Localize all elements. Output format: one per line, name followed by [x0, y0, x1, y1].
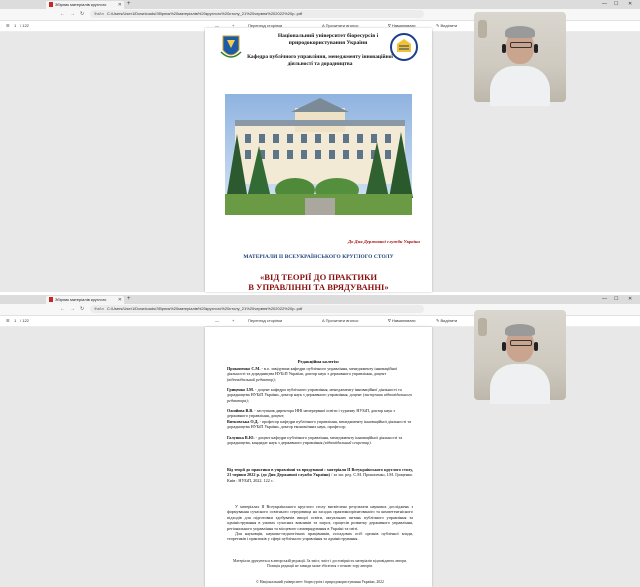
board-member-text: - в.о. завідувача кафедри публічного управління, менеджменту інноваційної діяльності та дорадництва НУБіП України, доктор наук з державного управління, доцент	[227, 366, 398, 377]
forward-icon[interactable]: →	[70, 11, 75, 17]
tab-title: Збірник матеріалів круглого	[55, 2, 107, 7]
highlight-icon: ✎	[436, 318, 440, 323]
person-hair	[505, 324, 535, 336]
board-member-role: (відповідальний редактор);	[227, 376, 276, 382]
board-member	[227, 366, 413, 382]
browser-tab[interactable]	[46, 296, 124, 304]
department-name: Кафедра публічного управління, менеджменту інноваційної діяльності та дорадництва	[247, 54, 393, 67]
url-field[interactable]	[90, 305, 424, 313]
page-view-label: Перегляд сторінки	[248, 318, 283, 323]
refresh-icon[interactable]: ↻	[80, 306, 85, 312]
page-total: / 122	[20, 318, 29, 323]
board-member	[227, 419, 413, 430]
board-title: Редакційна колегія:	[297, 359, 340, 364]
theme-title	[211, 272, 426, 292]
draw-label: Намалювати	[391, 318, 416, 323]
draw-icon: ∇	[388, 23, 391, 28]
person-body	[490, 66, 550, 106]
back-icon[interactable]: ←	[60, 11, 65, 17]
url-field[interactable]	[90, 10, 424, 18]
university-name: Національний університет біоресурсів і природокористування України	[277, 33, 379, 46]
pdf-icon	[49, 2, 53, 7]
read-aloud-icon: A	[322, 23, 325, 28]
list-icon[interactable]: ☰	[6, 318, 10, 323]
page-total: / 122	[20, 23, 29, 28]
draw-icon: ∇	[388, 318, 391, 323]
headset-left	[502, 342, 506, 351]
headset-right	[534, 342, 538, 351]
theme-line-2: В УПРАВЛІННІ ТА ВРЯДУВАННІ»	[248, 282, 389, 292]
annotation	[227, 504, 413, 542]
close-tab-icon[interactable]: ✕	[117, 297, 122, 303]
board-member-name: Гриценко І.М.	[227, 387, 254, 392]
headset-right	[534, 44, 538, 53]
board-member-text: - доцент кафедри публічного управління, менеджменту інноваційної діяльності та дорадництва НУБіП України, доктор наук з державного управління, доцент	[227, 387, 402, 398]
read-aloud-button[interactable]	[322, 316, 358, 326]
refresh-icon[interactable]: ↻	[80, 11, 85, 17]
glasses	[510, 42, 532, 48]
back-icon[interactable]: ←	[60, 306, 65, 312]
board-member	[227, 408, 413, 419]
close-tab-icon[interactable]: ✕	[117, 2, 122, 8]
copyright: © Національний університет біоресурсів і природокористування України, 2022	[256, 580, 384, 584]
pdf-page-imprint	[205, 327, 432, 587]
tab-title: Збірник матеріалів круглого	[55, 297, 107, 302]
pdf-page-cover	[205, 28, 432, 292]
dedication: До Дня Державної служби України	[347, 239, 420, 244]
zoom-in-button[interactable]: +	[232, 23, 235, 28]
forward-icon[interactable]: →	[70, 306, 75, 312]
person-hair	[505, 26, 535, 38]
board-member-name: Галушка В.Ю.	[227, 435, 255, 440]
board-member-text: - заступник директора ННІ неперервної освіти і туризму НУБіП, доктор наук з державного управління, доцент;	[227, 408, 395, 419]
new-tab-button[interactable]: +	[127, 1, 131, 7]
close-window-button[interactable]: ✕	[628, 296, 633, 302]
list-icon[interactable]: ☰	[6, 23, 10, 28]
page-number-input[interactable]: 1	[14, 23, 17, 28]
pdf-icon	[49, 297, 53, 302]
board-member-name: Ожийова В.В.	[227, 408, 254, 413]
read-aloud-icon: A	[322, 318, 325, 323]
url-text: C:/Users/User1/Downloads/Збірник%20матеріалів%20круглого%20столу_21%20червня%202022%20р..pdf	[106, 306, 303, 311]
highlight-icon: ✎	[436, 23, 440, 28]
campus-photo	[225, 94, 412, 215]
page-view-label: Перегляд сторінки	[248, 23, 283, 28]
webcam-video-top	[474, 12, 566, 102]
new-tab-button[interactable]: +	[127, 296, 131, 302]
board-member-text: - доцент кафедри публічного управління, менеджменту інноваційної діяльності та дорадництва, кандидат наук з державного управління	[227, 435, 403, 446]
board-member-name: Вятковська О.Д.	[227, 419, 259, 424]
minimize-button[interactable]: —	[602, 1, 607, 7]
zoom-in-button[interactable]: +	[232, 318, 235, 323]
board-member	[227, 387, 413, 403]
highlight-label: Виділити	[440, 23, 458, 28]
bibliographic-citation	[227, 467, 413, 483]
highlight-button[interactable]	[436, 316, 457, 326]
annotation-paragraph-2: Для науковців, науково-педагогічних працівників, посадових осіб органів публічної влади, теоретиків і практиків у сфері публічного управління та адміністрування.	[227, 531, 413, 542]
crest-icon	[219, 34, 243, 62]
maximize-button[interactable]: ☐	[614, 1, 619, 7]
theme-line-1: «ВІД ТЕОРІЇ ДО ПРАКТИКИ	[259, 272, 378, 282]
close-window-button[interactable]: ✕	[628, 1, 633, 7]
citation-title: Від теорії до практики в управлінні та врядуванні : матеріали ІІ Всеукраїнського круглого столу, 21 червня 2022 р. (до Дня Державної служби України)	[227, 467, 413, 478]
draw-label: Намалювати	[391, 23, 416, 28]
url-label: Файл	[94, 11, 104, 16]
read-aloud-label: Прочитати вголос	[325, 318, 359, 323]
zoom-out-button[interactable]: —	[215, 23, 219, 28]
draw-button[interactable]	[388, 316, 416, 326]
citation-details: / за заг. ред. С.М. Прокопенко, І.М. Гриценко. Київ : НУБіП, 2022. 122 с.	[227, 472, 413, 483]
read-aloud-label: Прочитати вголос	[325, 23, 359, 28]
footnote: Матеріали друкуються в авторській редакції. За зміст, зміст і достовірність матеріалів відповідають автори. Позиція редакції не завжди може збігатися з точкою зору авторів.	[233, 559, 407, 568]
browser-tab[interactable]	[46, 1, 124, 9]
board-member-name: Прокопенко С.М.	[227, 366, 261, 371]
highlight-button[interactable]	[436, 21, 457, 31]
minimize-button[interactable]: —	[602, 296, 607, 302]
board-member	[227, 435, 413, 446]
url-text: C:/Users/User1/Downloads/Збірник%20матеріалів%20круглого%20столу_21%20червня%202022%20р..pdf	[106, 11, 303, 16]
annotation-paragraph-1: У матеріалах ІІ Всеукраїнського круглого столу висвітлено результати наукових досліджень з формування сучасного освітнього середовища на засадах практикоорієнтованого та компетентнісного підходів для підготовки здобувачів вищої освіти, актуальних питань публічного управління та адміністрування в умовах сучасних викликів та загроз, процесів розвитку державного управління, регіонального управління та місцевого самоврядування в Україні та світі.	[227, 504, 413, 531]
webcam-video-bottom	[474, 310, 566, 400]
materials-heading: МАТЕРІАЛИ ІІ ВСЕУКРАЇНСЬКОГО КРУГЛОГО СТОЛУ	[243, 254, 394, 260]
board-member-role: (відповідальний секретар).	[323, 440, 372, 446]
tab-bar	[0, 0, 640, 9]
zoom-out-button[interactable]: —	[215, 318, 219, 323]
maximize-button[interactable]: ☐	[614, 296, 619, 302]
page-number-input[interactable]: 1	[14, 318, 17, 323]
url-label: Файл	[94, 306, 104, 311]
tab-bar	[0, 295, 640, 304]
person-body	[490, 364, 550, 404]
glasses	[510, 340, 532, 346]
board-member-text: - професор кафедри публічного управління, менеджменту інноваційної діяльності та дорадництва НУБіП України, доктор економічних наук, професор;	[227, 419, 412, 430]
page-view-button[interactable]	[248, 316, 282, 326]
highlight-label: Виділити	[440, 318, 458, 323]
board-member-role: (заступник відповідального редактора);	[227, 392, 413, 403]
headset-left	[502, 44, 506, 53]
background-object	[478, 20, 487, 38]
background-object	[478, 318, 487, 336]
